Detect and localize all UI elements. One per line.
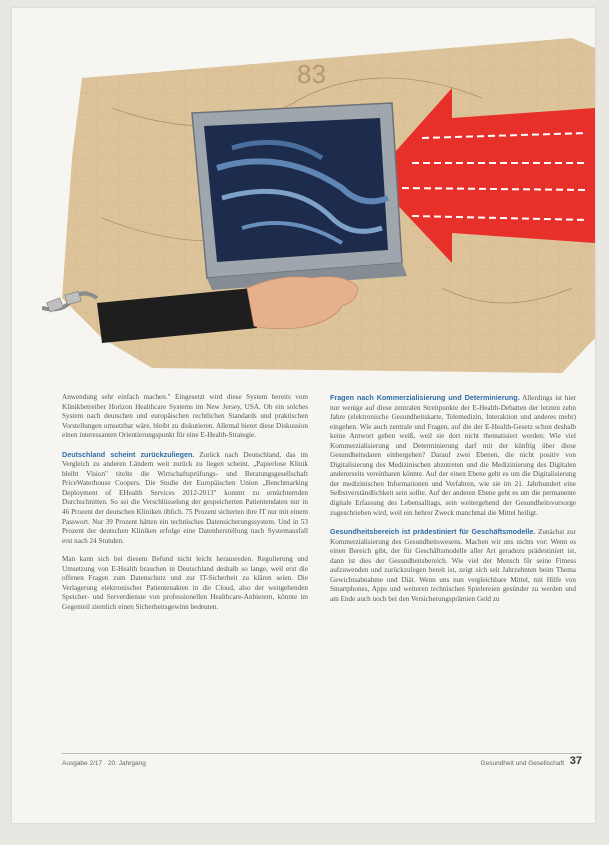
map-label: 83 [297, 59, 326, 89]
section-heading: Gesundheitsbereich ist prädestiniert für Geschäftsmodelle. [330, 527, 536, 537]
magazine-name: Gesundheit und Gesellschaft [480, 760, 564, 767]
left-column [62, 393, 308, 621]
article-illustration [42, 38, 595, 378]
page-footer [62, 756, 582, 772]
paragraph: Anwendung sehr einfach machen." Eingesetzt wird diese System bereits vom Klinikbetreiber Horizon Healthcare Systems im New Jersey, USA. Ob ein solches System nach deutschen und europäischen rechtlichen Standards und praktischen Vorstellungen umsetzbar wäre, bleibt zu diskutieren. Allemal bietet diese Diskussion einen interessanten Orientierungspunkt für eine E-Health-Strategie. [62, 393, 308, 440]
page-number: 37 [569, 755, 582, 767]
article-body [62, 393, 582, 753]
paragraph: Gesundheitsbereich ist prädestiniert für Geschäftsmodelle. Zunächst zur Kommerzialisierung des Gesundheitswesens. Machen wir uns nichts vor: Wenn es einen Bereich gibt, der für Geschäftsmodelle aller Art geradezu prädestiniert ist, dann ist dies der Gesundheitsbereich. Wie viel der Mensch für seine Fitness aufzuwenden und zurückzulegen bereit ist, zeigt sich seit Jahrzehnten beim Thema Gewichtsabnahme und Diät. Wenn uns nun vergleichbare Mittel, mit Hilfe von Smartphones, Apps und weiteren technischen Spielereien gesünder zu werden und am Ende auch noch bei den Versicherungsprämien Geld zu [330, 527, 576, 603]
paragraph: Fragen nach Kommerzialisierung und Determinierung. Allerdings ist hier nur wenige auf diese zentralen Streitpunkte der E-Health-Debatten der letzten zehn Jahre (elektronische Gesundheitskarte, Telemedizin, Interaktion und anderes mehr) eingehen. Wie auch zentrale und Fragen, auf die der E-Health-Gesetz schon deshalb keine Antwort geben weiß, weil sie dort nicht thematisiert werden: Wie viel Kommerzialisierung und Determinierung darf mit der künftig über diese Gesundheitsdaten einhergehen? Darauf zwei Ebenen, die nicht positiv von Digitalisierung des Medizinischen abzutreten und die Medizinierung des Digitalen andererseits vereinbaren könnte. Auf der einen Ebene geht es um die Digitalisierung der medizinischen Informationen und Verfahren, wie sie im 21. Jahrhundert eine Selbstverständlichkeit sein sollte. Auf der anderen Ebene geht es um die permanente digitale Erfassung des Lebensalltags, sein weitergehend der Gesundheitsvorsorge zugeschrieben wird, weil ein hehrer Zweck manchmal die Mittel heiligt. [330, 393, 576, 517]
issue-info: Ausgabe 2/17 · 20. Jahrgang [62, 760, 146, 767]
magazine-page [12, 8, 595, 823]
section-heading: Deutschland scheint zurückzuliegen. [62, 449, 195, 459]
illustration-svg [42, 38, 595, 378]
computer-monitor-icon [192, 103, 407, 290]
paragraph: Man kann sich bei diesem Befund nicht leicht herausreden. Regulierung und Umsetzung von E-Health brauchen in Deutschland deshalb so lange, weil erst die offenen Fragen zum Datenschutz und zur IT-Sicherheit zu klären seien. Die Verlagerung elektronischer Patientenakten in die Cloud, also der weitgehenden Speicher- und Serverdienste von professionellen Healthcare-Anbietern, könnte im Gegenteil ziemlich einen Sicherheitsgewinn bedeuten. [62, 555, 308, 611]
right-column [330, 393, 576, 613]
footer-divider [62, 753, 582, 754]
paragraph: Deutschland scheint zurückzuliegen. Zurück nach Deutschland, das im Vergleich zu anderen Ländern weit zurück zu liegen scheint. „Papierlose Klinik bleibt Vision" titelte die Wirtschaftsprüfungs- und Beratungsgesellschaft PriceWaterhouse Coopers. Die Studie der Europäischen Union „Benchmarking Deployment of EHealth Services 2012-2013" kommt zu ernüchternden Durchschnitten. So sei die Verschlüsselung der gespeicherten Patientendaten nur in 46 Prozent der deutschen Kliniken üblich. 75 Prozent sicherten ihre IT nur mit einem Passwort. Nur 39 Prozent hätten ein technisches Datensicherungssystem. Und in 53 Prozent der deutschen Kliniken erfolge eine Datenherstellung nach Systemausfall erst nach 24 Stunden. [62, 449, 308, 545]
section-heading: Fragen nach Kommerzialisierung und Determinierung. [330, 393, 520, 402]
